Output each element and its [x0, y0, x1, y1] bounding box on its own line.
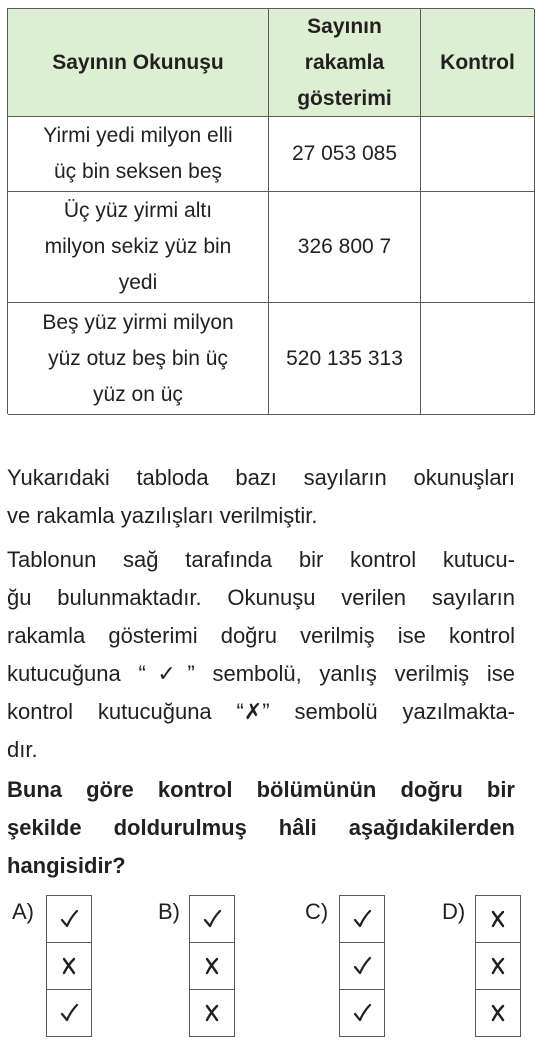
check-icon [59, 1003, 79, 1023]
option-box [476, 990, 521, 1037]
option-d[interactable] [442, 895, 522, 1037]
row-2-reading [8, 192, 269, 303]
option-letter: A) [12, 899, 34, 924]
instruction-paragraph [7, 541, 515, 769]
check-icon [202, 909, 222, 929]
header-control [421, 9, 535, 117]
header-reading-line: Sayının Okunuşu [52, 50, 224, 74]
option-c[interactable] [305, 895, 389, 1037]
cross-icon [202, 956, 222, 976]
option-box [340, 990, 385, 1037]
row-1-digits [269, 117, 421, 192]
check-icon [352, 956, 372, 976]
question-line: şekilde doldurulmuş hâli aşağıdakilerden [7, 815, 515, 840]
option-box [340, 943, 385, 990]
option-box [190, 896, 235, 943]
option-boxes [475, 895, 521, 1037]
header-reading [8, 9, 269, 117]
paragraph-line: kontrol kutucuğuna “✗” sembolü yazılmakta- [7, 699, 515, 724]
number-reading-table [7, 8, 534, 414]
option-boxes [339, 895, 385, 1037]
question-line: hangisidir? [7, 853, 126, 878]
reading-line: yüz on üç [93, 382, 183, 406]
option-box [476, 896, 521, 943]
header-digits-line: rakamla [304, 50, 385, 74]
paragraph-line: ğu bulunmaktadır. Okunuşu verilen sayıların [7, 585, 515, 610]
check-icon [352, 1003, 372, 1023]
header-digits-line: gösterimi [297, 86, 392, 110]
row-2-digits [269, 192, 421, 303]
paragraph-line: Tablonun sağ tarafında bir kontrol kutucu- [7, 547, 515, 572]
check-icon [352, 909, 372, 929]
question-line: Buna göre kontrol bölümünün doğru bir [7, 777, 515, 802]
option-letter: D) [442, 899, 466, 924]
cross-icon [488, 909, 508, 929]
option-box [47, 990, 92, 1037]
question-text [7, 771, 515, 885]
option-a[interactable] [12, 895, 92, 1037]
reading-line: Üç yüz yirmi altı [63, 199, 213, 222]
option-letter: B) [158, 899, 180, 924]
row-1-control [421, 117, 535, 192]
header-digits-line: Sayının [307, 14, 382, 38]
paragraph-line: ve rakamla yazılışları verilmiştir. [7, 503, 318, 528]
reading-line: yedi [118, 271, 158, 294]
paragraph-line: kutucuğuna “✓” sembolü, yanlış verilmiş ise [7, 661, 515, 686]
cross-icon [59, 956, 79, 976]
option-box [190, 990, 235, 1037]
digits-value: 520 135 313 [286, 346, 403, 370]
option-box [190, 943, 235, 990]
option-box [47, 943, 92, 990]
row-1-reading [8, 117, 269, 192]
paragraph-line: Yukarıdaki tabloda bazı sayıların okunuşları [7, 465, 515, 490]
reading-line: Beş yüz yirmi milyon [42, 310, 234, 334]
option-letter: C) [305, 899, 329, 924]
digits-value: 326 800 7 [297, 235, 392, 258]
header-control-line: Kontrol [440, 50, 515, 74]
option-box [47, 896, 92, 943]
option-boxes [189, 895, 235, 1037]
option-boxes [46, 895, 92, 1037]
reading-line: üç bin seksen beş [53, 160, 223, 183]
option-box [340, 896, 385, 943]
reading-line: milyon sekiz yüz bin [44, 235, 232, 258]
intro-paragraph [7, 459, 515, 535]
option-box [476, 943, 521, 990]
reading-line: yüz otuz beş bin üç [48, 346, 228, 370]
reading-line: Yirmi yedi milyon elli [43, 124, 233, 147]
digits-value: 27 053 085 [291, 142, 398, 165]
row-3-reading [8, 303, 269, 415]
check-icon [59, 909, 79, 929]
row-2-control [421, 192, 535, 303]
row-3-digits [269, 303, 421, 415]
option-b[interactable] [158, 895, 238, 1037]
cross-icon [488, 956, 508, 976]
header-digits [269, 9, 421, 117]
paragraph-line: rakamla gösterimi doğru verilmiş ise kontrol [7, 623, 515, 648]
cross-icon [488, 1003, 508, 1023]
paragraph-line: dır. [7, 737, 38, 762]
row-3-control [421, 303, 535, 415]
cross-icon [202, 1003, 222, 1023]
